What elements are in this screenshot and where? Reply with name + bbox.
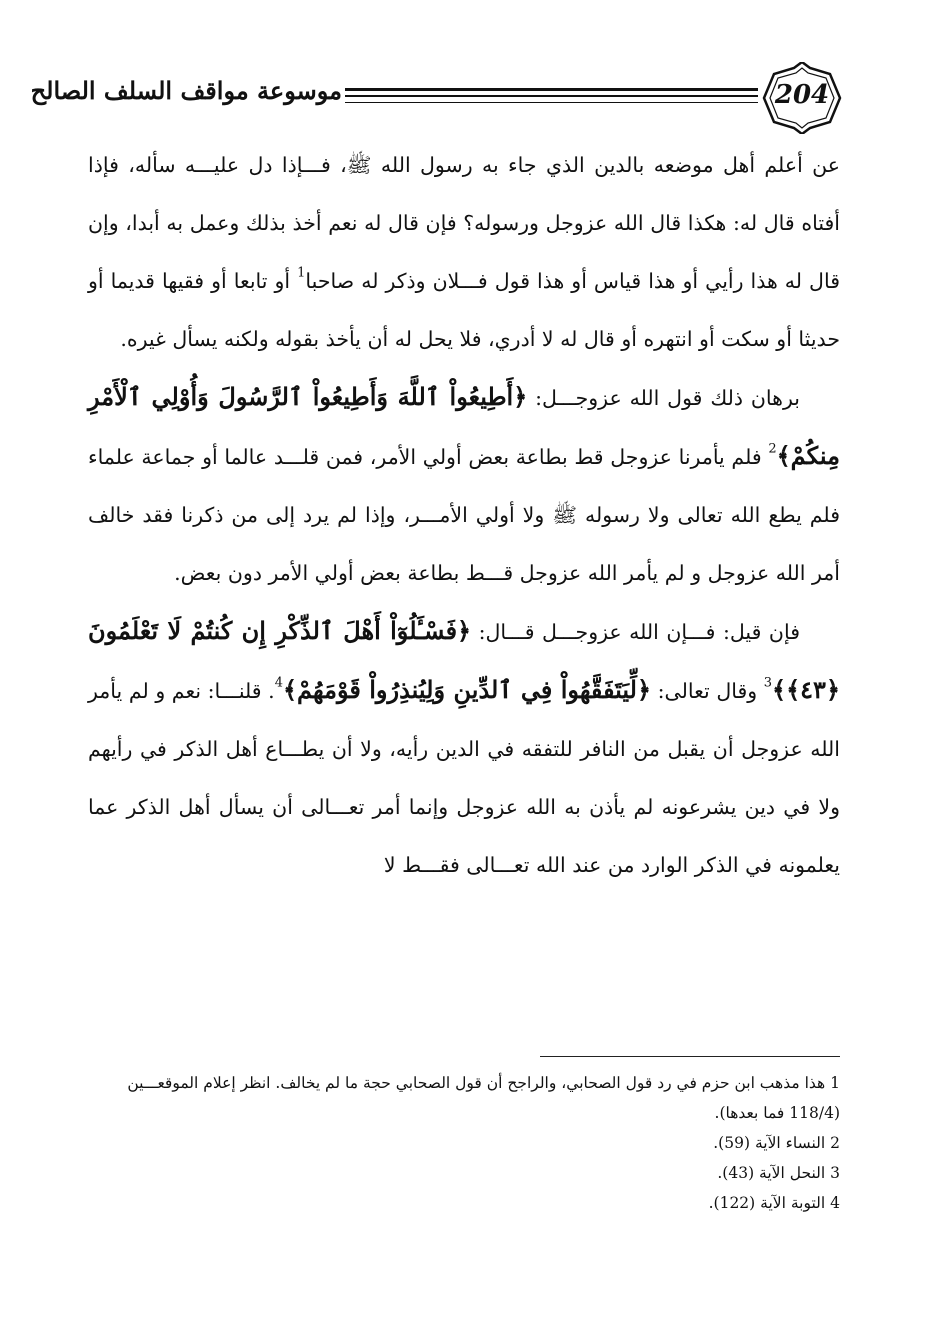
footnotes — [100, 1068, 840, 1218]
footnote — [100, 1158, 840, 1188]
text-run: برهان ذلك قول الله عزوجـــل: — [527, 386, 800, 410]
footnote-separator — [540, 1056, 840, 1057]
footnote-text: النساء الآية (59). — [713, 1134, 826, 1152]
header-rule — [345, 95, 758, 97]
paragraph — [88, 368, 840, 602]
footnote-ref: 4 — [274, 675, 283, 691]
footnote-number: 3 — [830, 1164, 840, 1182]
footnote-ref: 2 — [768, 441, 777, 457]
text-run: عن أعلم أهل موضعه بالدين الذي جاء به رسول الله ﷺ، فـــإذا دل عليـــه سأله، فإذا أفتاه قال له: هكذا قال الله عزوجل ورسوله؟ فإن قال له نعم أخذ بذلك وعمل به أبدا، وإن قال له هذا رأيي أو هذا قياس أو هذا قول فـــلان وذكر له صاحبا — [88, 153, 841, 293]
text-run: . قلنـــا: نعم و لم يأمر الله عزوجل أن يقبل من النافر للتفقه في الدين رأيه، ولا أن يطـــاع أهل الذكر في رأيهم ولا في دين يشرعونه لم يأذن به الله عزوجل وإنما أمر تعـــالى أن يسأل أهل الذكر عما يعلمونه في الذكر الوارد من عند الله تعـــالى فقـــط لا — [88, 679, 840, 877]
footnote — [100, 1128, 840, 1158]
footnote — [100, 1068, 840, 1128]
page-number: 204 — [774, 80, 830, 110]
footnote-number: 4 — [830, 1194, 840, 1212]
quran-verse: ﴿لِّيَتَفَقَّهُواْ فِي ٱلدِّينِ وَلِيُنذِرُواْ قَوْمَهُمْ﴾ — [282, 675, 652, 704]
paragraph — [88, 136, 840, 368]
footnote — [100, 1188, 840, 1218]
header-rule — [345, 88, 758, 91]
text-run: فإن قيل: فـــإن الله عزوجـــل قـــال: — [471, 620, 800, 644]
quran-verse: ﴿فَسْـَٔلُوٓاْ أَهْلَ ٱلذِّكْرِ إِن كُنتُمْ لَا تَعْلَمُونَ ﴿٤٣﴾﴾ — [88, 616, 840, 704]
text-run: أو تابعا أو فقيها قديما أو حديثا أو سكت أو انتهره أو قال له لا أدري، فلا يحل له أن يأخذ بقوله ولكنه يسأل غيره. — [88, 269, 840, 351]
footnote-ref: 3 — [763, 675, 773, 691]
page-header — [30, 62, 850, 134]
header-rule — [345, 102, 758, 103]
text-run: وقال تعالى: — [651, 679, 764, 703]
footnote-text: النحل الآية (43). — [717, 1164, 826, 1182]
footnote-number: 1 — [830, 1074, 840, 1092]
main-text — [88, 136, 840, 894]
footnote-text: هذا مذهب ابن حزم في رد قول الصحابي، والراجح أن قول الصحابي حجة ما لم يخالف. انظر إعلام الموقعـــين (118/4 فما بعدها). — [127, 1074, 840, 1122]
text-run: فلم يأمرنا عزوجل قط بطاعة بعض أولي الأمر، فمن قلـــد عالما أو جماعة علماء فلم يطع الله تعالى ولا رسوله ﷺ ولا أولي الأمـــر، وإذا لم يرد إلى من ذكرنا فقد خالف أمر الله عزوجل و لم يأمر الله عزوجل قـــط بطاعة بعض أولي الأمر دون بعض. — [88, 445, 840, 585]
quran-verse: ﴿أَطِيعُواْ ٱللَّهَ وَأَطِيعُواْ ٱلرَّسُولَ وَأُوْلِي ٱلْأَمْرِ مِنكُمْ﴾ — [88, 382, 840, 470]
series-title: موسوعة مواقف السلف الصالح — [30, 76, 342, 105]
footnote-text: التوبة الآية (122). — [708, 1194, 826, 1212]
footnote-number: 2 — [830, 1134, 840, 1152]
footnote-ref: 1 — [297, 265, 306, 281]
page-number-badge — [754, 62, 850, 134]
paragraph — [88, 602, 840, 894]
